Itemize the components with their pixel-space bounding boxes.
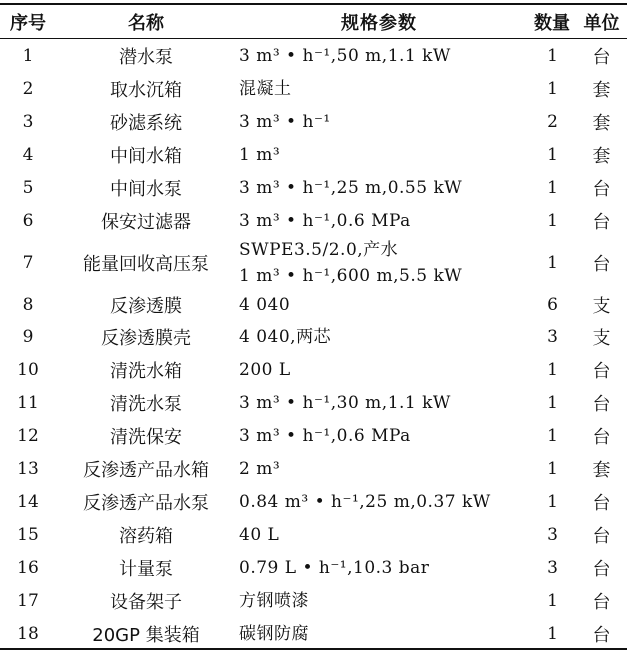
unit: 支 [592, 328, 611, 349]
quantity: 1 [547, 590, 558, 611]
spec-text: 3 m³ • h⁻¹ [239, 111, 331, 132]
equipment-name: 设备架子 [110, 591, 182, 613]
spec-cell [239, 39, 529, 72]
spec-text: 4 040,两芯 [239, 327, 332, 347]
row-number: 4 [22, 144, 34, 165]
table-row [0, 237, 627, 289]
spec-cell [239, 321, 529, 353]
spec-cell [239, 105, 529, 138]
spec-cell [239, 171, 529, 204]
spec-text: 方钢喷漆 [239, 590, 309, 611]
quantity: 1 [547, 491, 558, 512]
unit: 台 [592, 178, 611, 200]
header-unit: 单位 [583, 12, 620, 34]
spec-cell [239, 237, 529, 289]
equipment-name: 砂滤系统 [110, 112, 182, 134]
equipment-name: 中间水箱 [110, 145, 182, 167]
table-row [0, 386, 627, 419]
unit: 支 [592, 296, 611, 317]
quantity: 1 [547, 177, 558, 198]
quantity: 1 [547, 392, 558, 413]
spec-cell [239, 419, 529, 452]
spec-cell [239, 584, 529, 617]
header-qty: 数量 [534, 12, 570, 34]
spec-cell [239, 72, 529, 105]
unit: 台 [592, 492, 611, 514]
equipment-name: 保安过滤器 [101, 211, 191, 233]
row-number: 1 [22, 45, 34, 66]
quantity: 3 [547, 524, 558, 545]
row-number: 17 [17, 590, 39, 611]
quantity: 1 [547, 623, 558, 644]
spec-cell [239, 485, 529, 518]
quantity: 2 [547, 111, 558, 132]
quantity: 1 [547, 210, 558, 231]
spec-text: 混凝土 [239, 78, 292, 99]
equipment-name: 溶药箱 [119, 525, 173, 547]
table-row [0, 452, 627, 485]
unit: 台 [592, 360, 611, 382]
row-number: 18 [17, 623, 39, 644]
spec-cell [239, 551, 529, 584]
equipment-name: 反渗透膜壳 [101, 328, 191, 349]
row-number: 2 [22, 78, 34, 99]
table-row [0, 353, 627, 386]
quantity: 3 [547, 557, 558, 578]
row-number: 14 [17, 491, 39, 512]
table-row [0, 138, 627, 171]
table-row [0, 321, 627, 353]
spec-text: 40 L [239, 524, 280, 545]
table-row [0, 289, 627, 321]
spec-cell [239, 617, 529, 650]
unit: 套 [592, 145, 611, 167]
spec-cell [239, 518, 529, 551]
unit: 台 [592, 591, 611, 613]
equipment-name: 反渗透膜 [110, 296, 182, 317]
quantity: 1 [547, 359, 558, 380]
equipment-name: 清洗水泵 [110, 393, 182, 415]
row-number: 16 [17, 557, 39, 578]
unit: 台 [592, 558, 611, 580]
spec-text: 3 m³ • h⁻¹,0.6 MPa [239, 425, 411, 446]
quantity: 6 [547, 295, 558, 315]
equipment-name: 反渗透产品水泵 [83, 492, 209, 514]
row-number: 12 [17, 425, 39, 446]
quantity: 1 [547, 144, 558, 165]
quantity: 1 [547, 78, 558, 99]
unit: 台 [592, 393, 611, 415]
equipment-name: 清洗保安 [110, 426, 182, 448]
quantity: 3 [547, 327, 558, 347]
equipment-name: 能量回收高压泵 [83, 254, 209, 275]
equipment-name: 20GP 集装箱 [92, 624, 200, 646]
spec-text: 3 m³ • h⁻¹,0.6 MPa [239, 210, 411, 231]
equipment-name: 反渗透产品水箱 [83, 459, 209, 481]
unit: 台 [592, 46, 611, 68]
spec-cell [239, 289, 529, 321]
table-row [0, 518, 627, 551]
header-spec: 规格参数 [341, 12, 417, 34]
quantity: 1 [547, 45, 558, 66]
spec-text: 4 040 [239, 295, 291, 315]
unit: 台 [592, 525, 611, 547]
quantity: 1 [547, 425, 558, 446]
unit: 套 [592, 112, 611, 134]
unit: 套 [592, 459, 611, 481]
table-row [0, 72, 627, 105]
equipment-name: 取水沉箱 [110, 79, 182, 101]
row-number: 6 [22, 210, 34, 231]
unit: 台 [592, 211, 611, 233]
row-number: 11 [17, 392, 39, 413]
row-number: 9 [22, 327, 34, 347]
spec-text: 3 m³ • h⁻¹,30 m,1.1 kW [239, 392, 451, 413]
equipment-name: 计量泵 [119, 558, 173, 580]
spec-text: SWPE3.5/2.0,产水 [239, 240, 399, 260]
table-row [0, 419, 627, 452]
spec-cell [239, 452, 529, 485]
spec-cell [239, 386, 529, 419]
spec-text: 200 L [239, 359, 291, 380]
spec-text: 碳钢防腐 [239, 623, 309, 644]
header-name: 名称 [128, 12, 164, 34]
table-row [0, 171, 627, 204]
table-row [0, 551, 627, 584]
table-row [0, 105, 627, 138]
spec-text: 3 m³ • h⁻¹,50 m,1.1 kW [239, 45, 451, 66]
unit: 台 [592, 254, 611, 275]
table-row [0, 204, 627, 237]
unit: 台 [592, 624, 611, 646]
table-row [0, 485, 627, 518]
spec-cell [239, 138, 529, 171]
row-number: 3 [22, 111, 34, 132]
row-number: 13 [17, 458, 39, 479]
row-number: 5 [22, 177, 34, 198]
equipment-name: 清洗水箱 [110, 360, 182, 382]
spec-text: 1 m³ • h⁻¹,600 m,5.5 kW [239, 266, 463, 286]
unit: 台 [592, 426, 611, 448]
row-number: 7 [22, 253, 34, 273]
row-number: 8 [22, 295, 34, 315]
unit: 套 [592, 79, 611, 101]
table-row [0, 584, 627, 617]
spec-text: 2 m³ [239, 458, 281, 479]
spec-text: 3 m³ • h⁻¹,25 m,0.55 kW [239, 177, 463, 198]
quantity: 1 [547, 253, 558, 273]
spec-text: 0.79 L • h⁻¹,10.3 bar [239, 557, 430, 578]
equipment-name: 中间水泵 [110, 178, 182, 200]
table-row [0, 39, 627, 72]
spec-cell [239, 204, 529, 237]
header-no: 序号 [10, 12, 46, 34]
row-number: 10 [17, 359, 39, 380]
spec-cell [239, 353, 529, 386]
table-header-row [0, 5, 627, 38]
quantity: 1 [547, 458, 558, 479]
equipment-name: 潜水泵 [119, 46, 173, 68]
row-number: 15 [17, 524, 39, 545]
table-row [0, 617, 627, 650]
spec-text: 1 m³ [239, 144, 281, 165]
spec-text: 0.84 m³ • h⁻¹,25 m,0.37 kW [239, 491, 491, 512]
